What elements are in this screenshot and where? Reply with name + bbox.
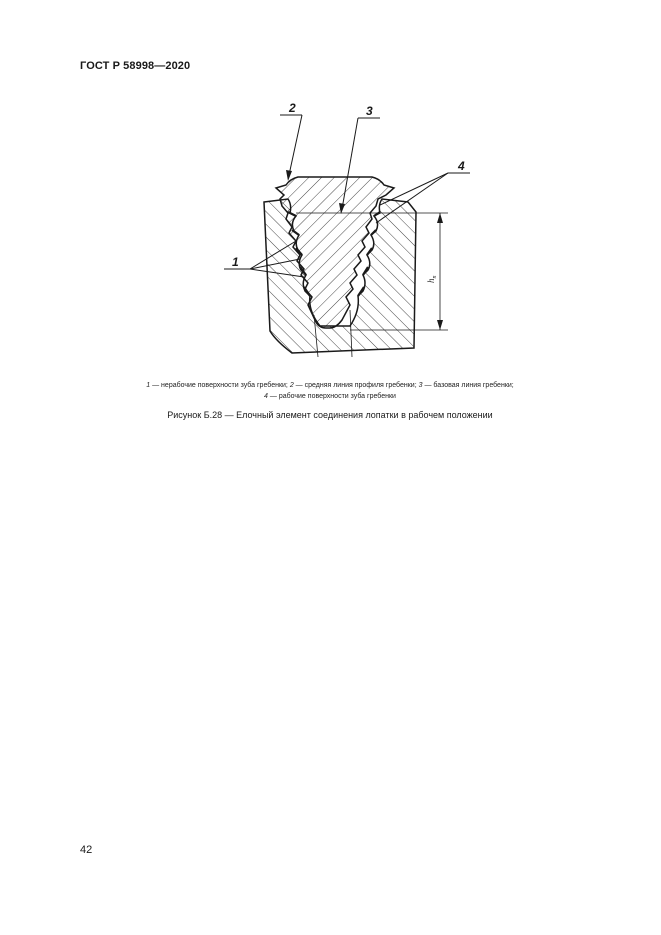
page-header-standard: ГОСТ Р 58998—2020 <box>80 60 191 72</box>
legend-item-1-number: 1 <box>146 382 151 389</box>
fir-tree-drawing <box>200 95 490 365</box>
dimension-arrow-bottom <box>437 320 443 330</box>
callout-2-label: 2 <box>289 101 296 115</box>
fir-tree-joint-figure <box>200 95 490 365</box>
dimension-arrow-top <box>437 213 443 223</box>
page-number: 42 <box>80 844 93 856</box>
legend-item-1-text: — нерабочие поверхности зуба гребенки; <box>150 382 290 389</box>
legend-item-4-text: — рабочие поверхности зуба гребенки <box>267 393 396 400</box>
legend-item-2-number: 2 <box>289 382 294 389</box>
legend-item-2-text: — средняя линия профиля гребенки; <box>293 382 419 389</box>
legend-item-3-number: 3 <box>418 382 423 389</box>
dimension-label-hp: $h_п$ <box>426 275 438 283</box>
figure-legend <box>80 380 580 402</box>
callout-2-leader <box>289 115 302 175</box>
callout-4-label: 4 <box>458 159 465 173</box>
figure-caption: Рисунок Б.28 — Елочный элемент соединения лопатки в рабочем положении <box>167 410 493 420</box>
legend-item-3-text: — базовая линия гребенки; <box>422 382 514 389</box>
legend-item-4-number: 4 <box>264 393 268 400</box>
callout-1-label: 1 <box>232 255 239 269</box>
callout-3-label: 3 <box>366 104 373 118</box>
